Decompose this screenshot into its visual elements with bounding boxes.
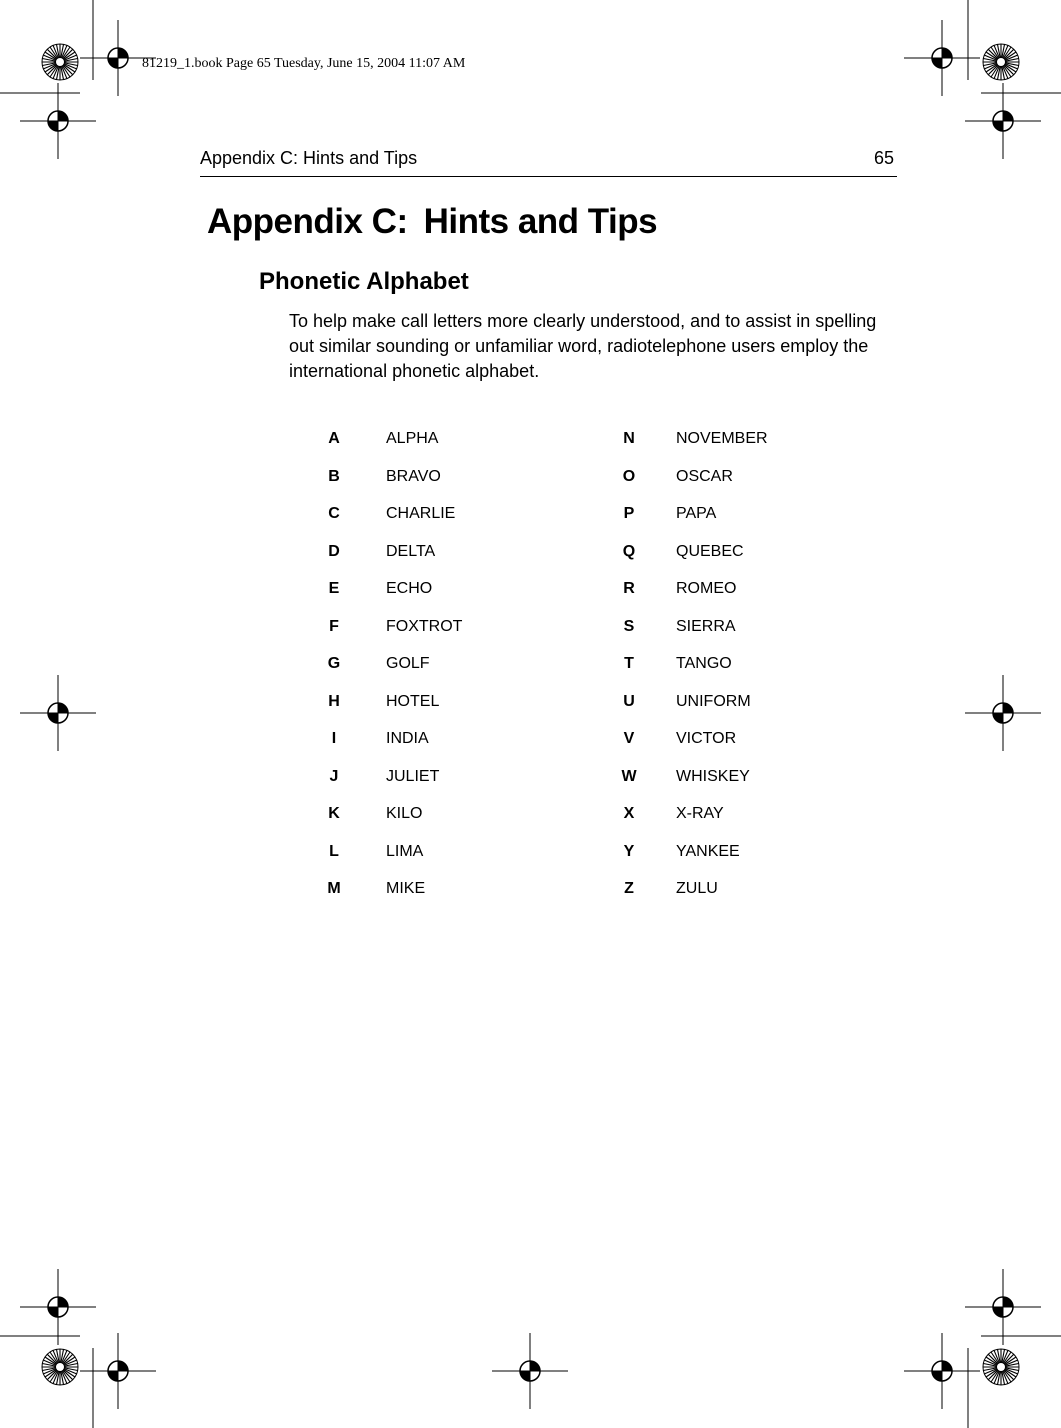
alphabet-letter: Q <box>622 543 636 560</box>
alphabet-word: ECHO <box>386 580 433 597</box>
alphabet-word: LIMA <box>386 843 424 860</box>
alphabet-word: MIKE <box>386 880 426 897</box>
alphabet-word: SIERRA <box>676 618 736 635</box>
alphabet-letter: G <box>327 655 341 672</box>
alphabet-letter: H <box>328 693 340 710</box>
alphabet-letter: V <box>623 730 635 747</box>
alphabet-letter: U <box>623 693 635 710</box>
alphabet-word: NOVEMBER <box>676 430 768 447</box>
alphabet-word: UNIFORM <box>676 693 751 710</box>
alphabet-word: ALPHA <box>386 430 439 447</box>
chapter-name: Hints and Tips <box>423 202 658 241</box>
alphabet-letter: S <box>623 618 635 635</box>
alphabet-word: X-RAY <box>676 805 724 822</box>
print-slug: 81219_1.book Page 65 Tuesday, June 15, 2004 11:07 AM <box>142 56 466 71</box>
alphabet-word: CHARLIE <box>386 505 456 522</box>
alphabet-letter: M <box>327 880 341 897</box>
running-header-title: Appendix C: Hints and Tips <box>200 148 418 168</box>
alphabet-word: HOTEL <box>386 693 440 710</box>
alphabet-word: YANKEE <box>676 843 740 860</box>
alphabet-letter: C <box>328 505 340 522</box>
alphabet-letter: X <box>623 805 635 822</box>
alphabet-letter: Y <box>623 843 635 860</box>
alphabet-word: JULIET <box>386 768 440 785</box>
alphabet-letter: R <box>623 580 635 597</box>
alphabet-word: OSCAR <box>676 468 733 485</box>
chapter-label: Appendix C: <box>207 202 408 241</box>
section-title: Phonetic Alphabet <box>259 268 469 295</box>
page-number: 65 <box>874 148 895 168</box>
alphabet-letter: N <box>623 430 635 447</box>
alphabet-word: QUEBEC <box>676 543 744 560</box>
alphabet-letter: A <box>328 430 340 447</box>
alphabet-letter: O <box>622 468 636 485</box>
alphabet-word: BRAVO <box>386 468 441 485</box>
alphabet-word: ZULU <box>676 880 718 897</box>
alphabet-letter: K <box>328 805 340 822</box>
alphabet-letter: L <box>329 843 339 860</box>
alphabet-word: ROMEO <box>676 580 737 597</box>
alphabet-word: PAPA <box>676 505 717 522</box>
alphabet-word: TANGO <box>676 655 732 672</box>
alphabet-letter: J <box>329 768 339 785</box>
alphabet-word: FOXTROT <box>386 618 463 635</box>
chapter-title <box>207 202 657 242</box>
alphabet-letter: P <box>623 505 635 522</box>
alphabet-letter: E <box>328 580 340 597</box>
alphabet-word: VICTOR <box>676 730 737 747</box>
alphabet-word: KILO <box>386 805 423 822</box>
header-rule <box>200 176 897 177</box>
intro-paragraph: To help make call letters more clearly understood, and to assist in spelling out similar sounding or unfamiliar word, radiotelephone users employ the international phonetic alphabet. <box>289 311 877 381</box>
alphabet-word: DELTA <box>386 543 436 560</box>
alphabet-word: WHISKEY <box>676 768 750 785</box>
alphabet-letter: D <box>328 543 340 560</box>
alphabet-word: GOLF <box>386 655 430 672</box>
alphabet-letter: T <box>624 655 634 672</box>
alphabet-letter: W <box>621 768 637 785</box>
alphabet-word: INDIA <box>386 730 429 747</box>
alphabet-letter: F <box>329 618 339 635</box>
alphabet-letter: Z <box>624 880 634 897</box>
alphabet-letter: I <box>331 730 337 747</box>
alphabet-letter: B <box>328 468 340 485</box>
